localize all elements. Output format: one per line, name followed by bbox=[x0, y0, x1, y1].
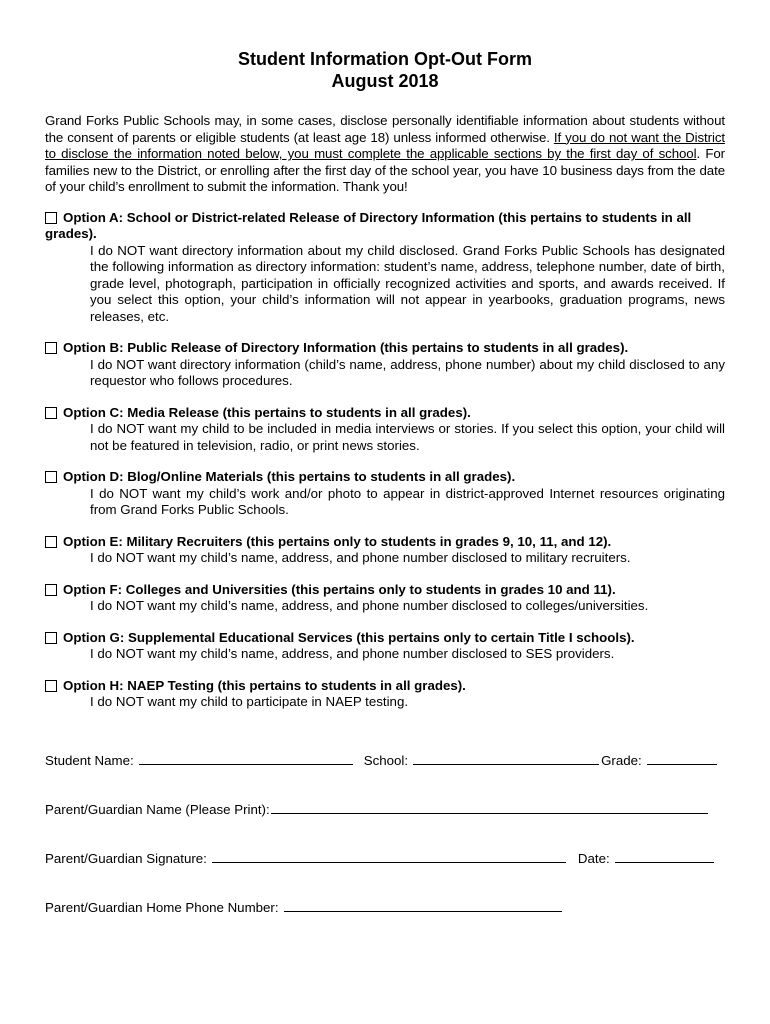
option-f-heading bbox=[45, 582, 725, 599]
option-b-heading-text: Option B: Public Release of Directory Information (this pertains to students in all grades). bbox=[63, 340, 629, 355]
option-d-checkbox[interactable] bbox=[45, 471, 57, 483]
grade-label: Grade: bbox=[601, 753, 642, 768]
school-label: School: bbox=[363, 753, 409, 768]
option-e-body: I do NOT want my child’s name, address, and phone number disclosed to military recruiters. bbox=[90, 550, 631, 565]
option-h-body: I do NOT want my child to participate in NAEP testing. bbox=[90, 694, 409, 709]
option-f-checkbox[interactable] bbox=[45, 584, 57, 596]
option-e bbox=[45, 534, 725, 567]
option-b bbox=[45, 340, 725, 390]
option-b-body: I do NOT want directory information (child’s name, address, phone number) about my child disclosed to any requestor who follows procedures. bbox=[90, 356, 725, 388]
option-c-heading bbox=[45, 405, 725, 422]
intro-underlined: If you do not want the District to disclose the information noted below, you must complete the applicable sections by the first day of school bbox=[45, 129, 725, 161]
option-h-checkbox[interactable] bbox=[45, 680, 57, 692]
option-h bbox=[45, 678, 725, 711]
intro-paragraph bbox=[45, 113, 725, 196]
date-field[interactable] bbox=[615, 848, 714, 863]
option-d-body: I do NOT want my child’s work and/or photo to appear in district-approved Internet resources originating from Grand Forks Public Schools. bbox=[90, 485, 725, 517]
student-row bbox=[45, 750, 735, 770]
intro-text-2: . For families new to the District, or enrolling after the first day of the school year, you have 10 business days from the date of your child’s enrollment to submit the information. Thank you! bbox=[45, 146, 725, 194]
phone-row bbox=[45, 897, 735, 917]
option-f-body: I do NOT want my child’s name, address, and phone number disclosed to colleges/universities. bbox=[90, 598, 649, 613]
option-g-checkbox[interactable] bbox=[45, 632, 57, 644]
option-f-heading-text: Option F: Colleges and Universities (this pertains only to students in grades 10 and 11). bbox=[63, 581, 616, 597]
option-g-heading-text: Option G: Supplemental Educational Services (this pertains only to certain Title I schools). bbox=[63, 629, 635, 645]
option-e-heading-text: Option E: Military Recruiters (this pertains only to students in grades 9, 10, 11, and 12). bbox=[63, 533, 612, 549]
parent-name-row bbox=[45, 799, 735, 819]
option-c bbox=[45, 405, 725, 455]
option-f bbox=[45, 582, 725, 615]
option-h-heading bbox=[45, 678, 725, 695]
option-a-checkbox[interactable] bbox=[45, 212, 57, 224]
signature-row bbox=[45, 848, 735, 868]
option-c-body: I do NOT want my child to be included in media interviews or stories. If you select this option, your child will not be featured in television, radio, or print news stories. bbox=[90, 421, 725, 453]
option-c-heading-text: Option C: Media Release (this pertains to students in all grades). bbox=[63, 404, 471, 420]
form-title bbox=[45, 48, 725, 92]
parent-signature-label: Parent/Guardian Signature: bbox=[45, 851, 207, 866]
home-phone-label: Parent/Guardian Home Phone Number: bbox=[45, 900, 279, 915]
option-e-checkbox[interactable] bbox=[45, 536, 57, 548]
option-c-checkbox[interactable] bbox=[45, 407, 57, 419]
option-b-checkbox[interactable] bbox=[45, 342, 57, 354]
option-a bbox=[45, 210, 725, 326]
school-field[interactable] bbox=[413, 750, 599, 765]
option-a-heading-text: Option A: School or District-related Release of Directory Information (this pertains to students in all grades). bbox=[45, 209, 692, 241]
parent-name-label: Parent/Guardian Name (Please Print): bbox=[45, 802, 270, 817]
student-name-field[interactable] bbox=[139, 750, 353, 765]
option-b-heading bbox=[45, 340, 725, 357]
form-page bbox=[45, 48, 725, 711]
date-label: Date: bbox=[577, 851, 610, 866]
title-text: Student Information Opt-Out Form bbox=[238, 49, 532, 69]
signature-fields bbox=[45, 750, 735, 946]
home-phone-field[interactable] bbox=[284, 897, 562, 912]
option-a-heading bbox=[45, 210, 725, 243]
option-g-heading bbox=[45, 630, 725, 647]
parent-signature-field[interactable] bbox=[212, 848, 566, 863]
option-g bbox=[45, 630, 725, 663]
option-g-body: I do NOT want my child’s name, address, and phone number disclosed to SES providers. bbox=[90, 646, 615, 661]
option-e-heading bbox=[45, 534, 725, 551]
option-d bbox=[45, 469, 725, 519]
option-d-heading bbox=[45, 469, 725, 486]
student-name-label: Student Name: bbox=[45, 753, 134, 768]
parent-name-field[interactable] bbox=[271, 799, 708, 814]
option-h-heading-text: Option H: NAEP Testing (this pertains to students in all grades). bbox=[63, 677, 466, 693]
option-d-heading-text: Option D: Blog/Online Materials (this pertains to students in all grades). bbox=[63, 469, 516, 484]
intro-text-1: Grand Forks Public Schools may, in some cases, disclose personally identifiable information about students without the consent of parents or eligible students (at least age 18) unless informed otherwise. bbox=[45, 113, 725, 145]
grade-field[interactable] bbox=[647, 750, 717, 765]
title-date: August 2018 bbox=[331, 71, 439, 91]
option-a-body: I do NOT want directory information about my child disclosed. Grand Forks Public Schools has designated the following information as directory information: student’s name, address, telephone number, date of birth, grade level, photograph, participation in officially recognized activities and sports, and awards received. If you select this option, your child’s information will not appear in yearbooks, graduation programs, news releases, etc. bbox=[90, 242, 725, 324]
